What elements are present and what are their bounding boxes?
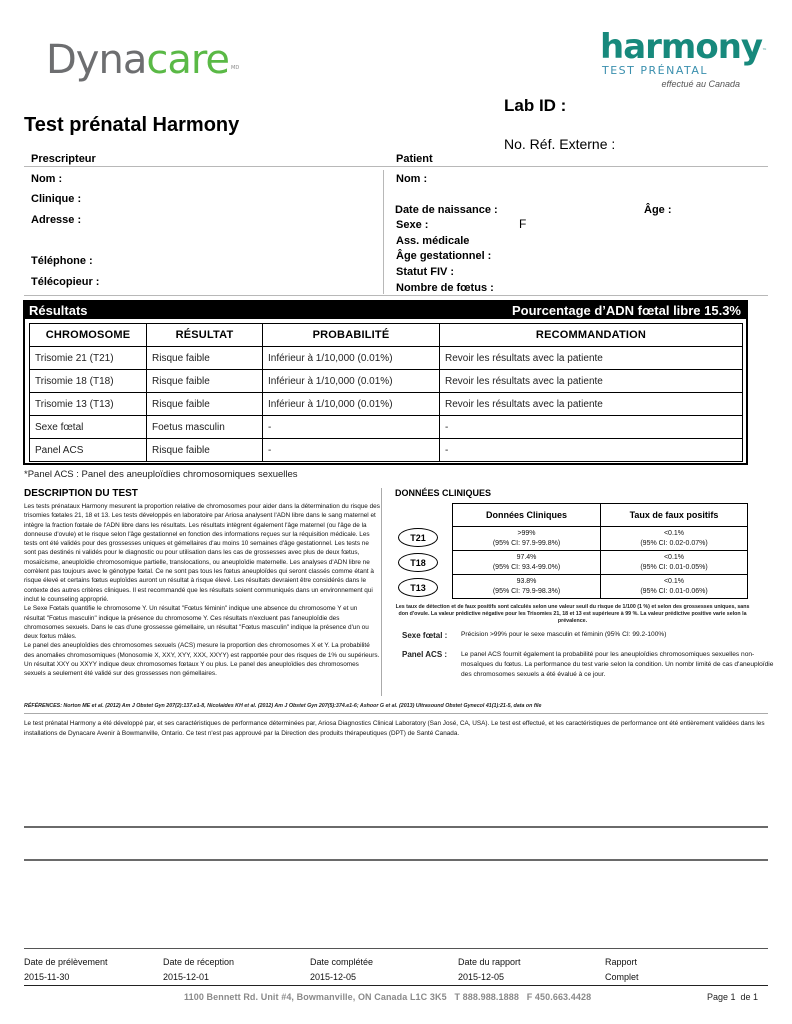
info-top-divider: [24, 166, 768, 167]
fpr-value: <0.1%: [663, 529, 685, 537]
fetal-fraction: Pourcentage d’ADN fœtal libre 15.3%: [512, 303, 741, 318]
description-paragraph: Le panel des aneuploïdies des chromosomes sexuels (ACS) mesure la proportion des chromosomes X et Y. La probabilité des anomalies chromosomiques (Monosomie X, XXY, XYY, XXX, XXYY) est rapportée pour des risques de 1% ou supérieurs. Un résultat XXY ou XXYY indique deux chromosomes fœtaux Y ou plus. Le panel des aneuploïdies des chromosomes sexuels a seulement été validé sur des grossesses non gémellaires.: [24, 642, 380, 678]
info-bottom-divider: [24, 295, 768, 296]
prescriber-heading: Prescripteur: [31, 153, 96, 165]
table-row: [453, 527, 748, 551]
cell-result: Risque faible: [147, 347, 263, 370]
footer-label: Date complétée: [310, 957, 374, 967]
cell-detection: [453, 527, 601, 551]
acs-panel-text: Le panel ACS fournit également la probabilité pour les aneuploïdies chromosomiques sexuelles non-mosaïques du fœtus. La performance du test varie selon la condition. Un nombr limité de cas d'aneuploïdie des chromosomes sexuels a été évalué à ce jour.: [461, 651, 774, 678]
fpr-value: <0.1%: [663, 577, 685, 585]
description-paragraph: Les tests prénataux Harmony mesurent la proportion relative de chromosomes pour aider dans la détermination du risque des trisomies fœtales 21, 18 et 13. Les tests développés en laboratoire par Ariosa analysent l'ADN libre dans le sang maternel et intègre la fraction fœtale de l'ADN libre dans les résultats. Les résultats intègrent également l'âge maternel (ou l'âge de la donneuse d'ovule) et le risque selon l'âge gestationnel en fonction des informations reçues sur la réquisition médicale. Les tests ont été validés pour des grossesses uniques et gémellaires d'au moins 10 semaines d'âge gestationnel. Les tests ne sont pas destinés ni validés pour le diagnostic ou pour utilisation dans les cas de grossesses avec plus de deux fœtus, mosaïcisme, aneuploïdie chromosomique partielle, translocations, ou aneuploïdie maternelle. Les analyses d'ADN libre ne corrèlent pas toujours avec le génotype fœtal. Ce ne sont pas tous les fœtus aneuploïdes qui seront classés comme étant à risque élevé et certains fœtus euploïdes auront un résultat à risque élevé. Les résultats devraient être considérés dans le contexte des autres critères cliniques. Il est recommandé que les résultats soient communiqués dans un environnement qui inclut le counseling approprié.: [24, 503, 380, 603]
footer-value: 2015-12-05: [310, 972, 357, 982]
patient-ivf-status-label: Statut FIV :: [396, 266, 455, 278]
fetal-sex-text: Précision >99% pour le sexe masculin et féminin (95% CI: 99.2-100%): [461, 631, 667, 638]
cell-fpr: [601, 527, 748, 551]
patient-fetus-count-label: Nombre de fœtus :: [396, 282, 494, 294]
page-title: Test prénatal Harmony: [24, 114, 240, 136]
t13-oval-label: T13: [398, 578, 438, 597]
lab-id-label: Lab ID :: [504, 96, 567, 115]
results-title: Résultats: [29, 303, 88, 318]
detection-ci: (95% CI: 97.9-99.8%): [492, 539, 561, 547]
results-header-bar: [25, 302, 746, 319]
fpr-ci: (95% CI: 0.02-0.07%): [640, 539, 708, 547]
results-panel: [23, 300, 748, 465]
detection-ci: (95% CI: 93.4-99.0%): [492, 563, 561, 571]
footer-completed-date: [310, 955, 373, 985]
cell-recommendation: -: [440, 439, 743, 462]
harmony-word: harmony: [600, 27, 763, 67]
t18-oval-label: T18: [398, 553, 438, 572]
results-header-row: [30, 324, 743, 347]
clinical-note: Les taux de détection et de faux positifs sont calculés selon une valeur seuil du risque de 1/100 (1 %) et selon des grossesses uniques, sans don d'ovule. La valeur prédictive négative pour les Trisomies 21, 18 et 13 est supérieure à 99 %. La valeur prédictive positive varie selon la prévalence.: [395, 604, 750, 624]
detection-value: 97.4%: [516, 553, 537, 561]
clinical-header-row: [453, 504, 748, 527]
results-table: [29, 323, 743, 462]
footer-value: 2015-12-01: [163, 972, 210, 982]
fpr-ci: (95% CI: 0.01-0.06%): [640, 587, 708, 595]
cell-detection: [453, 551, 601, 575]
table-row: [453, 575, 748, 599]
prescriber-address-label: Adresse :: [31, 214, 82, 226]
footer-value: 2015-11-30: [24, 972, 70, 982]
disclaimer: Le test prénatal Harmony a été développé par, et ses caractéristiques de performance déterminées par, Ariosa Diagnostics Clinical Laboratory (San José, CA, USA). Le test est effectué, et les caractéristiques de performance ont été entièrement validées dans les installations de Dynacare Avenir à Bowmanville, Ontario. Ce test n'est pas approuvé par la Direction des produits thérapeutiques (DPT) de Santé Canada.: [24, 720, 765, 737]
cell-result: Risque faible: [147, 370, 263, 393]
cell-probability: Inférieur à 1/10,000 (0.01%): [263, 347, 440, 370]
cell-probability: Inférieur à 1/10,000 (0.01%): [263, 393, 440, 416]
cell-probability: -: [263, 439, 440, 462]
col-chromosome: CHROMOSOME: [30, 324, 147, 347]
fetal-sex-label: Sexe fœtal :: [402, 631, 448, 640]
external-ref-label: No. Réf. Externe :: [504, 136, 616, 152]
lab-address: 1100 Bennett Rd. Unit #4, Bowmanville, ON Canada L1C 3K5 T 888.988.1888 F 450.663.4428: [184, 992, 592, 1002]
references: RÉFÉRENCES: Norton ME et al. (2012) Am J Obstet Gyn 207(2):137.e1-8, Nicolaides KH et al. (2012) Am J Obstet Gyn 207(5):374.e1-6; Ashoor G et al. (2013) Ultrasound Obstet Gynecol 41(1):21-5, data on file: [24, 703, 542, 709]
table-row: [30, 347, 743, 370]
dynacare-logo-mark: MD: [231, 65, 240, 71]
detection-value: >99%: [517, 529, 536, 537]
footer-report-date: [458, 955, 521, 985]
info-column-divider: [383, 170, 384, 294]
footer-value: 2015-12-05: [458, 972, 505, 982]
page-number: Page 1 de 1: [707, 992, 759, 1002]
description-divider: [381, 488, 382, 696]
col-probability: PROBABILITÉ: [263, 324, 440, 347]
col-recommendation: RECOMMANDATION: [440, 324, 743, 347]
footer-top-divider: [24, 948, 768, 949]
footer-collection-date: [24, 955, 108, 985]
footer-value: Complet: [605, 972, 639, 982]
cell-chromosome: Trisomie 18 (T18): [30, 370, 147, 393]
references-divider: [24, 713, 768, 714]
cell-probability: -: [263, 416, 440, 439]
dynacare-logo-care: care: [146, 37, 230, 83]
comment-line-1: [24, 826, 768, 828]
detection-value: 93.8%: [516, 577, 537, 585]
fpr-value: <0.1%: [663, 553, 685, 561]
cell-chromosome: Trisomie 13 (T13): [30, 393, 147, 416]
footer-label: Date du rapport: [458, 957, 521, 967]
cell-recommendation: Revoir les résultats avec la patiente: [440, 393, 743, 416]
footer-report-status: [605, 955, 639, 985]
table-row: [453, 551, 748, 575]
patient-sex-label: Sexe :: [396, 219, 429, 231]
cell-detection: [453, 575, 601, 599]
prescriber-fax-label: Télécopieur :: [31, 276, 100, 288]
cell-chromosome: Sexe fœtal: [30, 416, 147, 439]
prescriber-name-label: Nom :: [31, 173, 63, 185]
col-result: RÉSULTAT: [147, 324, 263, 347]
description-paragraph: Le Sexe Fœtals quantifie le chromosome Y. Un résultat "Fœtus féminin" indique une absence du chromosome Y et un résultat "Fœtus masculin" indique la présence du chromosome Y. Ces résultats n'excluent pas l'aneuploïdie des chromosomes sexuels. Dans le cas d'une grossesse gémellaire, un résultat "Fœtus masculin" indique la présence d'un ou deux fœtus mâles.: [24, 605, 369, 641]
cell-recommendation: Revoir les résultats avec la patiente: [440, 347, 743, 370]
t21-oval-label: T21: [398, 528, 438, 547]
clinical-data-title: DONNÉES CLINIQUES: [395, 488, 492, 498]
dynacare-logo: [46, 36, 239, 84]
acs-footnote: *Panel ACS : Panel des aneuploïdies chromosomiques sexuelles: [24, 469, 298, 480]
harmony-trademark: ™: [762, 48, 768, 54]
patient-name-label: Nom :: [396, 173, 428, 185]
clinical-data-table: [452, 503, 748, 599]
harmony-logo-subtitle: TEST PRÉNATAL: [602, 64, 709, 77]
patient-dob-label: Date de naissance :: [395, 204, 498, 216]
fpr-ci: (95% CI: 0.01-0.05%): [640, 563, 708, 571]
cell-chromosome: Panel ACS: [30, 439, 147, 462]
patient-age-label: Âge :: [644, 204, 672, 216]
harmony-logo-tagline: effectué au Canada: [661, 79, 740, 89]
table-row: [30, 439, 743, 462]
cell-probability: Inférieur à 1/10,000 (0.01%): [263, 370, 440, 393]
patient-insurance-label: Ass. médicale: [396, 235, 470, 247]
harmony-logo-word: [600, 27, 768, 67]
cell-result: Risque faible: [147, 439, 263, 462]
table-row: [30, 370, 743, 393]
description-title: DESCRIPTION DU TEST: [24, 488, 138, 499]
dynacare-logo-dyna: Dyna: [46, 37, 147, 83]
footer-reception-date: [163, 955, 234, 985]
detection-ci: (95% CI: 79.9-98.3%): [492, 587, 561, 595]
footer-label: Rapport: [605, 957, 638, 967]
table-row: [30, 416, 743, 439]
cell-fpr: [601, 551, 748, 575]
patient-sex-value: F: [519, 217, 527, 231]
description-body: [24, 502, 380, 679]
cell-recommendation: -: [440, 416, 743, 439]
prescriber-clinic-label: Clinique :: [31, 193, 82, 205]
prescriber-phone-label: Téléphone :: [31, 255, 93, 267]
footer-label: Date de prélèvement: [24, 957, 108, 967]
patient-heading: Patient: [396, 153, 433, 165]
footer-label: Date de réception: [163, 957, 235, 967]
col-false-positive-rate: Taux de faux positifs: [601, 504, 748, 527]
table-row: [30, 393, 743, 416]
footer-bottom-divider: [24, 985, 768, 986]
patient-gestational-age-label: Âge gestationnel :: [396, 250, 492, 262]
cell-result: Risque faible: [147, 393, 263, 416]
cell-result: Foetus masculin: [147, 416, 263, 439]
acs-panel-label: Panel ACS :: [402, 650, 448, 659]
cell-fpr: [601, 575, 748, 599]
cell-recommendation: Revoir les résultats avec la patiente: [440, 370, 743, 393]
cell-chromosome: Trisomie 21 (T21): [30, 347, 147, 370]
harmony-logo: [600, 27, 768, 89]
comment-line-2: [24, 859, 768, 861]
col-clinical-data: Données Cliniques: [453, 504, 601, 527]
